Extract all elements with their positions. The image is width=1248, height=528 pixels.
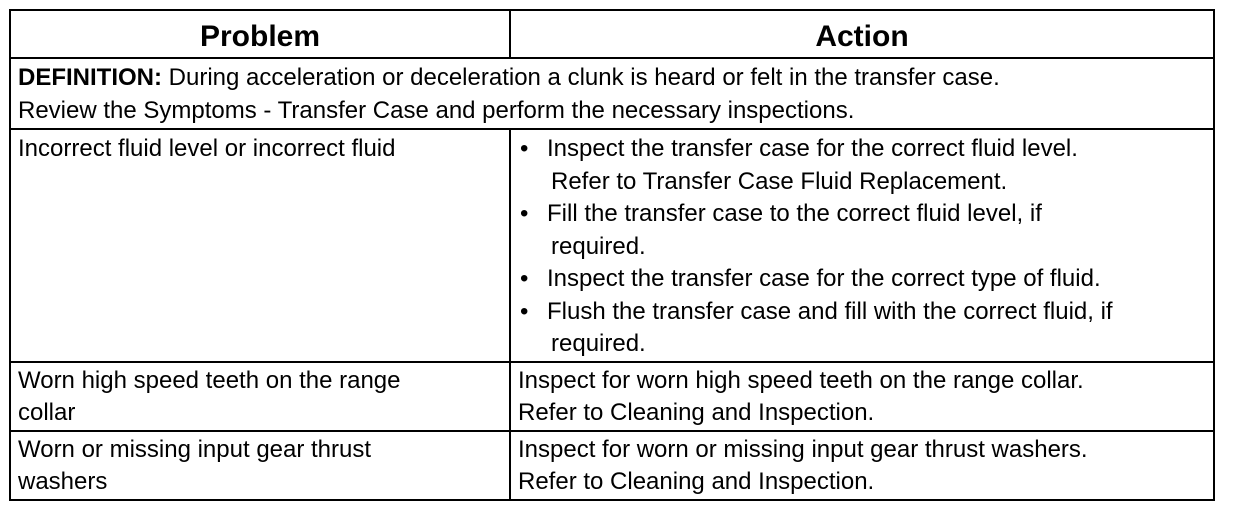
- header-row: [10, 10, 1214, 58]
- action-cell: [510, 431, 1214, 500]
- definition-row: [10, 58, 1214, 129]
- action-text: Flush the transfer case and fill with the correct fluid, if: [547, 297, 1113, 325]
- bullet-icon: •: [520, 135, 529, 162]
- table-row: [10, 129, 1214, 362]
- bullet-icon: •: [520, 297, 529, 325]
- bullet-icon: •: [520, 200, 529, 227]
- problem-text: Incorrect fluid level or incorrect fluid: [18, 135, 396, 162]
- action-text: Inspect for worn high speed teeth on the range collar.: [518, 366, 1084, 394]
- problem-cell: [10, 431, 510, 500]
- action-bullet-item: [518, 133, 1207, 198]
- action-cell: [510, 362, 1214, 431]
- action-text: Inspect for worn or missing input gear thrust washers.: [518, 435, 1088, 463]
- definition-line-1: [18, 62, 1207, 95]
- problem-text: washers: [18, 468, 108, 495]
- action-bullet-list: [518, 133, 1207, 361]
- action-text: required.: [551, 232, 646, 260]
- problem-cell: [10, 362, 510, 431]
- table-row: [10, 362, 1214, 431]
- diagnostic-table: [9, 9, 1215, 501]
- action-text: required.: [551, 330, 646, 357]
- table-row: [10, 431, 1214, 500]
- problem-text: Worn high speed teeth on the range: [18, 366, 401, 394]
- definition-text-2: Review the Symptoms - Transfer Case and perform the necessary inspections.: [18, 96, 855, 124]
- action-bullet-item: [518, 198, 1207, 263]
- action-bullet-item: [518, 296, 1207, 361]
- action-text: Refer to Transfer Case Fluid Replacement.: [551, 167, 1008, 195]
- action-text: Fill the transfer case to the correct fluid level, if: [547, 200, 1042, 227]
- action-cell: [510, 129, 1214, 362]
- problem-column-header: Problem: [10, 10, 510, 58]
- problem-cell: [10, 129, 510, 362]
- action-text: Refer to Cleaning and Inspection.: [518, 399, 875, 426]
- problem-text: collar: [18, 399, 76, 426]
- action-column-header: Action: [510, 10, 1214, 58]
- bullet-icon: •: [520, 265, 529, 292]
- definition-cell: [10, 58, 1214, 129]
- definition-label: DEFINITION:: [18, 64, 162, 91]
- action-text: Refer to Cleaning and Inspection.: [518, 468, 875, 495]
- action-text: Inspect the transfer case for the correct type of fluid.: [547, 265, 1101, 292]
- action-text: Inspect the transfer case for the correct fluid level.: [547, 135, 1078, 162]
- problem-text: Worn or missing input gear thrust: [18, 435, 372, 463]
- definition-text-1: During acceleration or deceleration a clunk is heard or felt in the transfer case.: [168, 64, 1000, 91]
- action-bullet-item: [518, 263, 1207, 296]
